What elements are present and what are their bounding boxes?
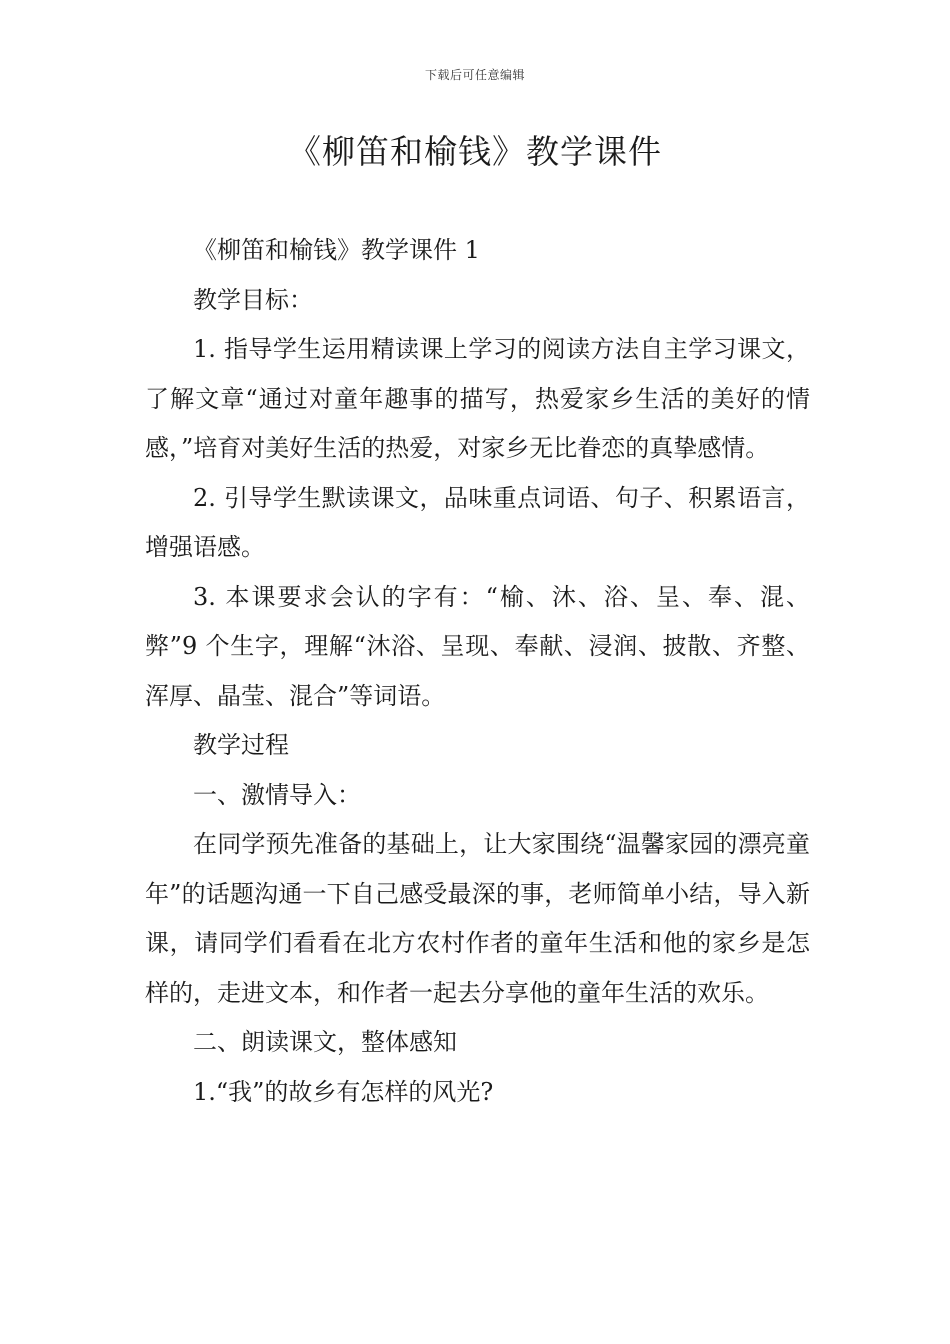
objective-1: 1. 指导学生运用精读课上学习的阅读方法自主学习课文，了解文章“通过对童年趣事的描写，热爱家乡生活的美好的情感，”培育对美好生活的热爱，对家乡无比眷恋的真挚感情。 [145,335,810,462]
step-1-text: 在同学预先准备的基础上，让大家围绕“温馨家园的漂亮童年”的话题沟通一下自己感受最深的事，老师简单小结，导入新课，请同学们看看在北方农村作者的童年生活和他的家乡是怎样的，走进文本，和作者一起去分享他的童年生活的欢乐。 [145,830,810,1007]
objective-3: 3. 本课要求会认的字有：“榆、沐、浴、呈、奉、混、弊”9 个生字，理解“沐浴、呈现、奉献、浸润、披散、齐整、浑厚、晶莹、混合”等词语。 [145,582,810,710]
step-2-heading: 二、朗读课文，整体感知 [193,1028,457,1056]
document-body [145,226,810,1117]
process-heading: 教学过程 [193,731,289,759]
objective-2: 2. 引导学生默读课文，品味重点词语、句子、积累语言，增强语感。 [145,483,810,561]
download-note: 下载后可任意编辑 [424,68,525,82]
question-1: 1.“我”的故乡有怎样的风光? [193,1077,494,1106]
step-1-heading: 一、激情导入： [193,780,361,809]
document-title: 《柳笛和榆钱》教学课件 [288,132,662,171]
section-heading: 《柳笛和榆钱》教学课件 1 [193,236,480,264]
objectives-heading: 教学目标： [193,285,313,314]
